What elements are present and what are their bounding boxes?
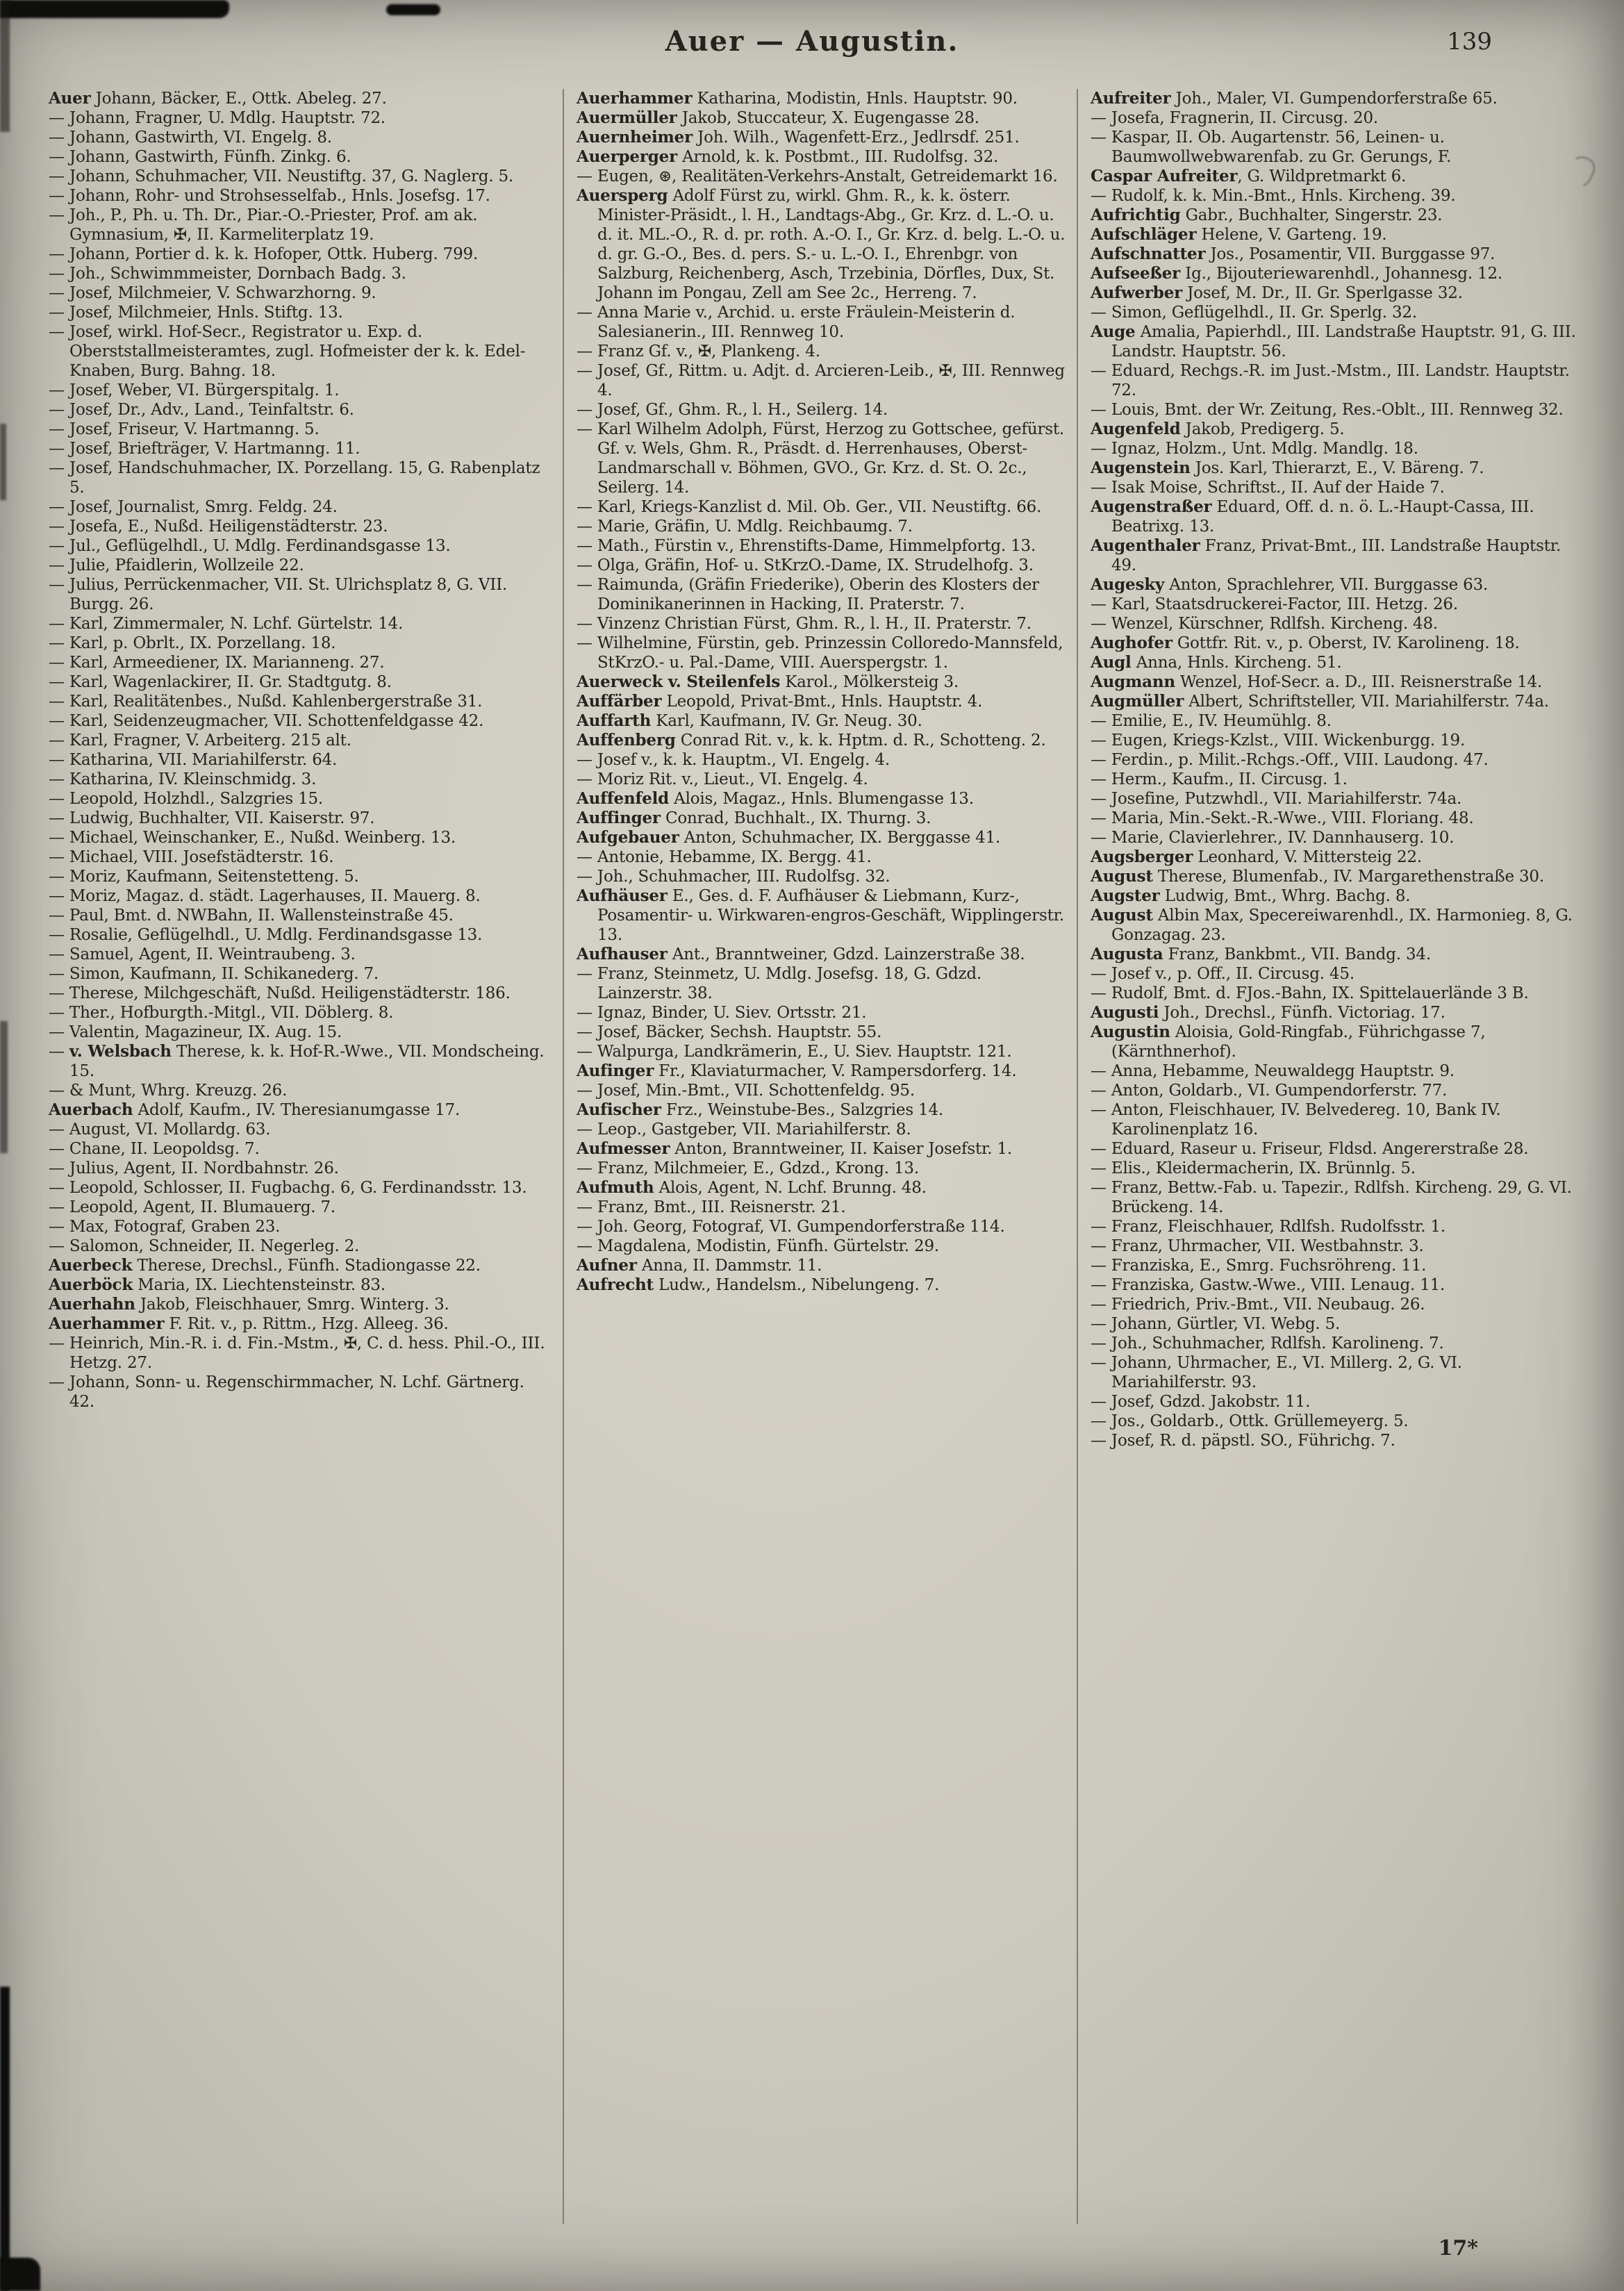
directory-entry: — August, VI. Mollardg. 63. [49, 1120, 271, 1139]
directory-entry: — Josef, Milchmeier, V. Schwarzhorng. 9. [49, 284, 376, 302]
directory-entry: Auffenfeld Alois, Magaz., Hnls. Blumengasse 13. [577, 789, 974, 808]
directory-entry: — Joh. Georg, Fotograf, VI. Gumpendorferstraße 114. [577, 1218, 1005, 1236]
entry-headword: Augenstraßer [1091, 497, 1212, 516]
directory-entry: — Therese, Milchgeschäft, Nußd. Heiligenstädterstr. 186. [49, 984, 511, 1002]
directory-entry: — Franz, Bmt., III. Reisnerstr. 21. [577, 1198, 846, 1216]
directory-entry: — Franziska, E., Smrg. Fuchsröhreng. 11. [1091, 1257, 1427, 1275]
entry-headword: Auge [1091, 322, 1136, 341]
directory-entry: — v. Welsbach Therese, k. k. Hof-R.-Wwe., VII. Mondscheing. 15. [49, 1042, 545, 1080]
directory-entry: — Franz Gf. v., ✠, Plankeng. 4. [577, 342, 820, 361]
entry-headword: Auffenfeld [577, 789, 670, 808]
directory-entry: — Johann, Gastwirth, Fünfh. Zinkg. 6. [49, 148, 351, 166]
directory-entry: Augmüller Albert, Schriftsteller, VII. Mariahilferstr. 74a. [1091, 692, 1550, 711]
directory-entry: Auerhammer Katharina, Modistin, Hnls. Hauptstr. 90. [577, 89, 1018, 108]
directory-entry: Aufhauser Ant., Branntweiner, Gdzd. Lainzerstraße 38. [577, 945, 1025, 963]
directory-entry: — Moriz, Magaz. d. städt. Lagerhauses, II. Mauerg. 8. [49, 887, 481, 905]
entry-headword: Augenthaler [1091, 536, 1200, 555]
directory-entry: Auernheimer Joh. Wilh., Wagenfett-Erz., Jedlrsdf. 251. [577, 128, 1020, 147]
directory-entry: — Vinzenz Christian Fürst, Ghm. R., l. H., II. Praterstr. 7. [577, 615, 1031, 633]
directory-entry: Auerhammer F. Rit. v., p. Rittm., Hzg. Alleeg. 36. [49, 1314, 449, 1333]
directory-entry: Auerbeck Therese, Drechsl., Fünfh. Stadiongasse 22. [49, 1256, 481, 1275]
directory-entry: — Chane, II. Leopoldsg. 7. [49, 1140, 260, 1158]
entry-headword: Auerhahn [49, 1295, 135, 1314]
directory-entry: — Josef, Bäcker, Sechsh. Hauptstr. 55. [577, 1023, 882, 1041]
entry-headword: Aufrecht [577, 1275, 654, 1294]
entry-headword: Aufischer [577, 1100, 661, 1119]
directory-entry: Augster Ludwig, Bmt., Whrg. Bachg. 8. [1091, 886, 1411, 905]
directory-entry: — Johann, Rohr- und Strohsesselfab., Hnls. Josefsg. 17. [49, 187, 490, 205]
directory-entry: — Wenzel, Kürschner, Rdlfsh. Kircheng. 48. [1091, 615, 1439, 633]
directory-entry: — Anton, Fleischhauer, IV. Belvedereg. 10, Bank IV. Karolinenplatz 16. [1091, 1101, 1501, 1139]
entry-headword: Auermüller [577, 108, 677, 127]
directory-entry: — Kaspar, II. Ob. Augartenstr. 56, Leinen- u. Baumwollwebwarenfab. zu Gr. Gerungs, F. [1091, 129, 1452, 166]
directory-entry: Auffärber Leopold, Privat-Bmt., Hnls. Hauptstr. 4. [577, 692, 983, 711]
directory-entry: — Josef, Gdzd. Jakobstr. 11. [1091, 1393, 1311, 1411]
directory-entry: Aufrecht Ludw., Handelsm., Nibelungeng. 7. [577, 1275, 940, 1294]
entry-headword: Auerbach [49, 1100, 133, 1119]
directory-entry: Augsberger Leonhard, V. Mittersteig 22. [1091, 847, 1423, 866]
directory-entry: — & Munt, Whrg. Kreuzg. 26. [49, 1082, 288, 1100]
entry-headword: Aufner [577, 1256, 637, 1275]
directory-entry: — Ignaz, Holzm., Unt. Mdlg. Mandlg. 18. [1091, 440, 1418, 458]
directory-entry: Aufinger Fr., Klaviaturmacher, V. Rampersdorferg. 14. [577, 1061, 1017, 1080]
directory-entry: — Johann, Sonn- u. Regenschirmmacher, N. Lchf. Gärtnerg. 42. [49, 1373, 524, 1411]
directory-entry: Auffarth Karl, Kaufmann, IV. Gr. Neug. 30. [577, 711, 922, 730]
directory-entry: — Josef, Briefträger, V. Hartmanng. 11. [49, 440, 361, 458]
directory-entry: Auerperger Arnold, k. k. Postbmt., III. Rudolfsg. 32. [577, 147, 999, 166]
directory-entry: — Josefa, Fragnerin, II. Circusg. 20. [1091, 109, 1379, 127]
entry-headword: Augsberger [1091, 847, 1193, 866]
entry-headword: Aufrichtig [1091, 206, 1181, 224]
directory-entry: Aufwerber Josef, M. Dr., II. Gr. Sperlgasse 32. [1091, 283, 1463, 302]
entry-headword: Augustin [1091, 1023, 1170, 1041]
directory-entry: — Josefine, Putzwhdl., VII. Mariahilferstr. 74a. [1091, 790, 1462, 808]
directory-entry: — Elis., Kleidermacherin, IX. Brünnlg. 5. [1091, 1159, 1416, 1177]
directory-entry: — Johann, Schuhmacher, VII. Neustiftg. 37, G. Naglerg. 5. [49, 167, 514, 185]
directory-entry: Aufmesser Anton, Branntweiner, II. Kaiser Josefstr. 1. [577, 1139, 1013, 1158]
directory-entry: — Max, Fotograf, Graben 23. [49, 1218, 281, 1236]
scan-artifact-top-blob [386, 4, 440, 15]
scan-artifact-left-edge-lower [0, 1021, 8, 1153]
directory-entry: — Leopold, Agent, II. Blumauerg. 7. [49, 1198, 336, 1216]
directory-entry: Augenstraßer Eduard, Off. d. n. ö. L.-Haupt-Cassa, III. Beatrixg. 13. [1091, 497, 1534, 536]
entry-headword: Augesky [1091, 575, 1165, 594]
directory-entry: Aufschnatter Jos., Posamentir, VII. Burggasse 97. [1091, 245, 1495, 263]
directory-entry: — Franziska, Gastw.-Wwe., VIII. Lenaug. 11. [1091, 1276, 1445, 1294]
directory-entry: — Josef, wirkl. Hof-Secr., Registrator u. Exp. d. Oberststallmeisteramtes, zugl. Hofmeister der k. k. Edel-Knaben, Burg. Bahng. 18. [49, 323, 526, 380]
directory-entry: — Karl, Seidenzeugmacher, VII. Schottenfeldgasse 42. [49, 712, 484, 730]
entry-headword: Augl [1091, 653, 1132, 672]
page-header [83, 25, 1541, 69]
directory-entry: — Math., Fürstin v., Ehrenstifts-Dame, Himmelpfortg. 13. [577, 537, 1036, 555]
directory-entry: Augenstein Jos. Karl, Thierarzt, E., V. Bäreng. 7. [1091, 458, 1484, 477]
entry-headword: Auffenberg [577, 731, 676, 750]
running-title: Auer — Augustin. [665, 25, 959, 58]
entry-headword: Auer [49, 89, 91, 108]
directory-entry: — Johann, Portier d. k. k. Hofoper, Ottk. Huberg. 799. [49, 245, 479, 263]
directory-entry: Auermüller Jakob, Stuccateur, X. Eugengasse 28. [577, 108, 979, 127]
directory-entry: — Leopold, Holzhdl., Salzgries 15. [49, 790, 324, 808]
directory-entry: — Marie, Gräfin, U. Mdlg. Reichbaumg. 7. [577, 518, 913, 536]
directory-entry: — Rudolf, k. k. Min.-Bmt., Hnls. Kircheng. 39. [1091, 187, 1456, 205]
directory-entry: — Katharina, IV. Kleinschmidg. 3. [49, 770, 317, 788]
directory-entry: — Maria, Min.-Sekt.-R.-Wwe., VIII. Floriang. 48. [1091, 809, 1474, 827]
directory-entry: — Karl, p. Obrlt., IX. Porzellang. 18. [49, 634, 336, 652]
directory-entry: — Josefa, E., Nußd. Heiligenstädterstr. 23. [49, 518, 388, 536]
entry-headword: Aufschnatter [1091, 245, 1206, 263]
directory-entry: — Wilhelmine, Fürstin, geb. Prinzessin Colloredo-Mannsfeld, StKrzO.- u. Pal.-Dame, VIII. Auerspergstr. 1. [577, 634, 1063, 672]
entry-headword: August [1091, 867, 1153, 886]
entry-headword: Augmann [1091, 672, 1175, 691]
directory-entry: — Franz, Bettw.-Fab. u. Tapezir., Rdlfsh. Kircheng. 29, G. VI. Brückeng. 14. [1091, 1179, 1572, 1216]
directory-entry: — Josef, Friseur, V. Hartmanng. 5. [49, 420, 320, 438]
directory-entry: — Joh., Schuhmacher, Rdlfsh. Karolineng. 7. [1091, 1334, 1444, 1353]
directory-entry: Auerböck Maria, IX. Liechtensteinstr. 83. [49, 1275, 386, 1294]
directory-entry: — Leopold, Schlosser, II. Fugbachg. 6, G. Ferdinandsstr. 13. [49, 1179, 527, 1197]
directory-entry: — Katharina, VII. Mariahilferstr. 64. [49, 751, 338, 769]
directory-entry: — Olga, Gräfin, Hof- u. StKrzO.-Dame, IX. Strudelhofg. 3. [577, 556, 1034, 574]
directory-entry: — Julie, Pfaidlerin, Wollzeile 22. [49, 556, 304, 574]
directory-entry: — Josef, Min.-Bmt., VII. Schottenfeldg. 95. [577, 1082, 915, 1100]
directory-entry: — Anton, Goldarb., VI. Gumpendorferstr. 77. [1091, 1082, 1448, 1100]
directory-entry: Auerhahn Jakob, Fleischhauer, Smrg. Winterg. 3. [49, 1295, 449, 1314]
entry-headword: Auffarth [577, 711, 652, 730]
directory-entry: Auge Amalia, Papierhdl., III. Landstraße Hauptstr. 91, G. III. Landstr. Hauptstr. 56. [1091, 322, 1576, 361]
directory-entry: Aufrichtig Gabr., Buchhalter, Singerstr. 23. [1091, 206, 1443, 224]
directory-entry: — Eduard, Rechgs.-R. im Just.-Mstm., III. Landstr. Hauptstr. 72. [1091, 362, 1570, 399]
directory-entry: — Josef, Weber, VI. Bürgerspitalg. 1. [49, 381, 340, 399]
directory-entry: Augusta Franz, Bankbmt., VII. Bandg. 34. [1091, 945, 1431, 963]
directory-entry: — Joh., P., Ph. u. Th. Dr., Piar.-O.-Priester, Prof. am ak. Gymnasium, ✠, II. Karmeliterplatz 19. [49, 206, 478, 244]
entry-headword: Auffärber [577, 692, 662, 711]
directory-entry: Augustin Aloisia, Gold-Ringfab., Führichgasse 7, (Kärnthnerhof). [1091, 1023, 1486, 1061]
directory-entry: — Johann, Gürtler, VI. Webg. 5. [1091, 1315, 1341, 1333]
directory-entry: — Karl Wilhelm Adolph, Fürst, Herzog zu Gottschee, gefürst. Gf. v. Wels, Ghm. R., Präsdt. d. Herrenhauses, Oberst-Landmarschall v. Böhmen, GVO., Gr. Krz. d. St. O. 2c., Seilerg. 14. [577, 420, 1065, 497]
directory-entry: Aufischer Frz., Weinstube-Bes., Salzgries 14. [577, 1100, 944, 1119]
directory-entry: — Karl, Staatsdruckerei-Factor, III. Hetzg. 26. [1091, 595, 1458, 613]
entry-headword: Auersperg [577, 186, 668, 205]
directory-entry: — Karl, Wagenlackirer, II. Gr. Stadtgutg. 8. [49, 673, 392, 691]
entry-headword: Augusta [1091, 945, 1163, 963]
directory-entry: Auer Johann, Bäcker, E., Ottk. Abeleg. 27. [49, 89, 387, 108]
directory-entry: Augl Anna, Hnls. Kircheng. 51. [1091, 653, 1342, 672]
entry-headword: Aufwerber [1091, 283, 1183, 302]
directory-entry: — Magdalena, Modistin, Fünfh. Gürtelstr. 29. [577, 1237, 940, 1255]
scan-artifact-left-edge-bottom [0, 1987, 10, 2291]
entry-headword: Caspar Aufreiter [1091, 167, 1238, 185]
directory-entry: — Johann, Fragner, U. Mdlg. Hauptstr. 72. [49, 109, 386, 127]
directory-entry: — Anna Marie v., Archid. u. erste Fräulein-Meisterin d. Salesianerin., III. Rennweg 10. [577, 304, 1016, 341]
directory-entry: — Eugen, ⊛, Realitäten-Verkehrs-Anstalt, Getreidemarkt 16. [577, 167, 1058, 185]
directory-entry: — Michael, VIII. Josefstädterstr. 16. [49, 848, 334, 866]
directory-entry: — Anna, Hebamme, Neuwaldegg Hauptstr. 9. [1091, 1062, 1455, 1080]
directory-entry: — Michael, Weinschanker, E., Nußd. Weinberg. 13. [49, 829, 456, 847]
directory-entry: — Josef, R. d. päpstl. SO., Führichg. 7. [1091, 1432, 1395, 1450]
scan-artifact-left-edge-upper [0, 0, 10, 132]
directory-entry: — Rosalie, Geflügelhdl., U. Mdlg. Ferdinandsgasse 13. [49, 926, 483, 944]
entry-headword: Auerhammer [49, 1314, 165, 1333]
directory-entry: — Ferdin., p. Milit.-Rchgs.-Off., VIII. Laudong. 47. [1091, 751, 1489, 769]
entry-headword: Aufinger [577, 1061, 654, 1080]
directory-entry: — Josef v., k. k. Hauptm., VI. Engelg. 4. [577, 751, 890, 769]
directory-entry: — Johann, Uhrmacher, E., VI. Millerg. 2, G. VI. Mariahilferstr. 93. [1091, 1354, 1462, 1391]
directory-entry: — Herm., Kaufm., II. Circusg. 1. [1091, 770, 1348, 788]
directory-entry: — Samuel, Agent, II. Weintraubeng. 3. [49, 945, 356, 963]
directory-entry: Aufner Anna, II. Dammstr. 11. [577, 1256, 822, 1275]
directory-entry: — Emilie, E., IV. Heumühlg. 8. [1091, 712, 1332, 730]
directory-entry: — Isak Moise, Schriftst., II. Auf der Haide 7. [1091, 479, 1445, 497]
directory-entry: Auffinger Conrad, Buchhalt., IX. Thurng. 3. [577, 809, 931, 827]
directory-entry: — Moriz Rit. v., Lieut., VI. Engelg. 4. [577, 770, 868, 788]
directory-entry: — Franz, Uhrmacher, VII. Westbahnstr. 3. [1091, 1237, 1424, 1255]
directory-entry: Augenthaler Franz, Privat-Bmt., III. Landstraße Hauptstr. 49. [1091, 536, 1561, 574]
directory-entry: Aufmuth Alois, Agent, N. Lchf. Brunng. 48. [577, 1178, 927, 1197]
directory-entry: Augesky Anton, Sprachlehrer, VII. Burggasse 63. [1091, 575, 1489, 594]
directory-entry: — Josef, Handschuhmacher, IX. Porzellang. 15, G. Rabenplatz 5. [49, 459, 540, 497]
directory-entry: Augenfeld Jakob, Predigerg. 5. [1091, 420, 1345, 438]
scan-artifact-bottom-left-corner [0, 2258, 40, 2291]
column-2 [563, 89, 1077, 2224]
directory-entry: — Louis, Bmt. der Wr. Zeitung, Res.-Oblt., III. Rennweg 32. [1091, 401, 1564, 419]
column-1 [49, 89, 563, 2224]
directory-entry: — Valentin, Magazineur, IX. Aug. 15. [49, 1023, 342, 1041]
directory-entry: — Jul., Geflügelhdl., U. Mdlg. Ferdinandsgasse 13. [49, 537, 451, 555]
signature-mark: 17* [1438, 2236, 1478, 2260]
directory-entry: — Rudolf, Bmt. d. FJos.-Bahn, IX. Spittelauerlände 3 B. [1091, 984, 1529, 1002]
entry-headword: Auerweck v. Steilenfels [577, 672, 781, 691]
directory-entry: Auersperg Adolf Fürst zu, wirkl. Ghm. R., k. k. österr. Minister-Präsidt., l. H., Landtags-Abg., Gr. Krz. d. L.-O. u. d. it. ML.-O., R. d. pr. roth. A.-O. I., Gr. Krz. d. belg. L.-O. u. d. gr. G.-O., Bes. d. pers. S.- u. L.-O. I., Ehrenbgr. von Salzburg, Reichenberg, Asch, Trzebinia, Dörfles, Dux, St. Johann im Pongau, Zell am See 2c., Herreng. 7. [577, 186, 1066, 302]
directory-entry: — Josef, Milchmeier, Hnls. Stiftg. 13. [49, 304, 343, 322]
directory-entry: Caspar Aufreiter, G. Wildpretmarkt 6. [1091, 167, 1407, 185]
entry-headword: Auffinger [577, 809, 661, 827]
directory-entry: — Johann, Gastwirth, VI. Engelg. 8. [49, 129, 332, 147]
entry-headword: Augusti [1091, 1003, 1159, 1022]
entry-headword: Aufmesser [577, 1139, 670, 1158]
entry-headword: Augmüller [1091, 692, 1184, 711]
directory-entry: Aufgebauer Anton, Schuhmacher, IX. Berggasse 41. [577, 828, 1001, 847]
scan-artifact-left-edge-mid [0, 424, 6, 500]
entry-headword: Auernheimer [577, 128, 693, 147]
directory-entry: — Joh., Schwimmmeister, Dornbach Badg. 3. [49, 265, 406, 283]
directory-entry: — Josef, Dr., Adv., Land., Teinfaltstr. 6. [49, 401, 354, 419]
entry-headword: Augster [1091, 886, 1160, 905]
directory-entry: Auffenberg Conrad Rit. v., k. k. Hptm. d. R., Schotteng. 2. [577, 731, 1046, 750]
directory-entry: — Franz, Steinmetz, U. Mdlg. Josefsg. 18, G. Gdzd. Lainzerstr. 38. [577, 965, 982, 1002]
directory-entry: — Walpurga, Landkrämerin, E., U. Siev. Hauptstr. 121. [577, 1043, 1012, 1061]
directory-entry: — Karl, Zimmermaler, N. Lchf. Gürtelstr. 14. [49, 615, 404, 633]
entry-headword: August [1091, 906, 1153, 925]
entry-headword: Aughofer [1091, 634, 1173, 652]
directory-entry: — Raimunda, (Gräfin Friederike), Oberin des Klosters der Dominikanerinnen in Hacking, II. Praterstr. 7. [577, 576, 1039, 613]
directory-entry: — Franz, Fleischhauer, Rdlfsh. Rudolfsstr. 1. [1091, 1218, 1445, 1236]
directory-entry: — Joh., Schuhmacher, III. Rudolfsg. 32. [577, 868, 890, 886]
directory-columns [49, 89, 1592, 2224]
entry-headword: Augenfeld [1091, 420, 1181, 438]
entry-headword: Aufschläger [1091, 225, 1197, 244]
directory-entry: — Karl, Armeediener, IX. Marianneng. 27. [49, 654, 385, 672]
directory-entry: — Friedrich, Priv.-Bmt., VII. Neubaug. 26. [1091, 1296, 1425, 1314]
directory-entry: — Josef, Gf., Rittm. u. Adjt. d. Arcieren-Leib., ✠, III. Rennweg 4. [577, 362, 1065, 399]
directory-entry: — Eduard, Raseur u. Friseur, Fldsd. Angererstraße 28. [1091, 1140, 1529, 1158]
directory-entry: — Heinrich, Min.-R. i. d. Fin.-Mstm., ✠, C. d. hess. Phil.-O., III. Hetzg. 27. [49, 1334, 545, 1372]
directory-entry: Aughofer Gottfr. Rit. v., p. Oberst, IV. Karolineng. 18. [1091, 634, 1520, 652]
directory-entry: — Karl, Kriegs-Kanzlist d. Mil. Ob. Ger., VII. Neustiftg. 66. [577, 498, 1042, 516]
scan-artifact-top-left-bar [0, 0, 229, 18]
entry-headword: Aufhäuser [577, 886, 668, 905]
page-number: 139 [1447, 28, 1492, 56]
entry-headword: Auerbeck [49, 1256, 133, 1275]
directory-entry: — Julius, Agent, II. Nordbahnstr. 26. [49, 1159, 339, 1177]
directory-entry: — Antonie, Hebamme, IX. Bergg. 41. [577, 848, 872, 866]
directory-entry: Auerweck v. Steilenfels Karol., Mölkersteig 3. [577, 672, 959, 691]
directory-entry: — Eugen, Kriegs-Kzlst., VIII. Wickenburgg. 19. [1091, 731, 1466, 750]
entry-headword: Auerperger [577, 147, 677, 166]
directory-entry: — Simon, Geflügelhdl., II. Gr. Sperlg. 32. [1091, 304, 1417, 322]
entry-headword: Augenstein [1091, 458, 1191, 477]
directory-entry: Augmann Wenzel, Hof-Secr. a. D., III. Reisnerstraße 14. [1091, 672, 1543, 691]
entry-headword: Aufmuth [577, 1178, 654, 1197]
directory-entry: — Julius, Perrückenmacher, VII. St. Ulrichsplatz 8, G. VII. Burgg. 26. [49, 576, 508, 613]
directory-entry: — Ignaz, Binder, U. Siev. Ortsstr. 21. [577, 1004, 867, 1022]
directory-entry: — Josef, Gf., Ghm. R., l. H., Seilerg. 14. [577, 401, 888, 419]
column-3 [1077, 89, 1591, 2224]
directory-entry: — Simon, Kaufmann, II. Schikanederg. 7. [49, 965, 379, 983]
directory-entry: — Ther., Hofburgth.-Mitgl., VII. Döblerg. 8. [49, 1004, 394, 1022]
directory-entry: — Moriz, Kaufmann, Seitenstetteng. 5. [49, 868, 359, 886]
directory-entry: — Salomon, Schneider, II. Negerleg. 2. [49, 1237, 360, 1255]
directory-entry: Augusti Joh., Drechsl., Fünfh. Victoriag. 17. [1091, 1003, 1445, 1022]
directory-entry: Aufreiter Joh., Maler, VI. Gumpendorferstraße 65. [1091, 89, 1498, 108]
entry-headword: Aufreiter [1091, 89, 1171, 108]
directory-entry: Auerbach Adolf, Kaufm., IV. Theresianumgasse 17. [49, 1100, 461, 1119]
directory-entry: — Franz, Milchmeier, E., Gdzd., Krong. 13. [577, 1159, 919, 1177]
entry-headword: Aufseeßer [1091, 264, 1181, 283]
directory-entry: — Jos., Goldarb., Ottk. Grüllemeyerg. 5. [1091, 1412, 1409, 1430]
entry-headword: Aufhauser [577, 945, 668, 963]
directory-entry: — Karl, Realitätenbes., Nußd. Kahlenbergerstraße 31. [49, 693, 483, 711]
entry-headword: v. Welsbach [69, 1042, 172, 1061]
directory-entry: Aufseeßer Ig., Bijouteriewarenhdl., Johannesg. 12. [1091, 264, 1503, 283]
entry-headword: Auerböck [49, 1275, 133, 1294]
directory-entry: Aufschläger Helene, V. Garteng. 19. [1091, 225, 1387, 244]
directory-entry: — Marie, Clavierlehrer., IV. Dannhauserg. 10. [1091, 829, 1455, 847]
entry-headword: Auerhammer [577, 89, 693, 108]
directory-entry: August Therese, Blumenfab., IV. Margarethenstraße 30. [1091, 867, 1544, 886]
directory-entry: August Albin Max, Specereiwarenhdl., IX. Harmonieg. 8, G. Gonzagag. 23. [1091, 906, 1573, 944]
directory-entry: — Josef, Journalist, Smrg. Feldg. 24. [49, 498, 338, 516]
directory-entry: — Ludwig, Buchhalter, VII. Kaiserstr. 97. [49, 809, 375, 827]
directory-entry: — Paul, Bmt. d. NWBahn, II. Wallensteinstraße 45. [49, 907, 454, 925]
directory-entry: — Josef v., p. Off., II. Circusg. 45. [1091, 965, 1354, 983]
directory-entry: — Karl, Fragner, V. Arbeiterg. 215 alt. [49, 731, 351, 750]
entry-headword: Aufgebauer [577, 828, 679, 847]
directory-entry: — Leop., Gastgeber, VII. Mariahilferstr. 8. [577, 1120, 911, 1139]
directory-entry: Aufhäuser E., Ges. d. F. Aufhäuser & Liebmann, Kurz-, Posamentir- u. Wirkwaren-engros-Geschäft, Wipplingerstr. 13. [577, 886, 1065, 944]
